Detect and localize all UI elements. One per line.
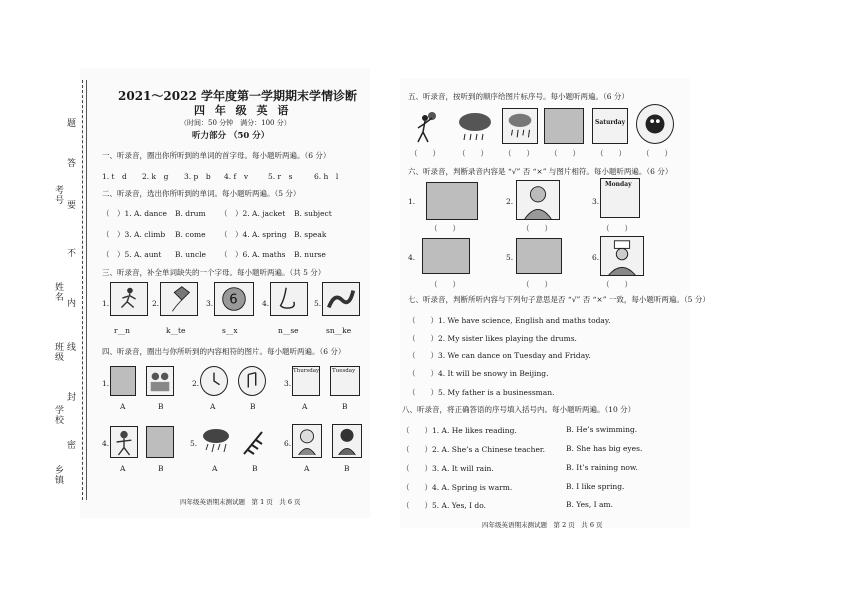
s4-num-4: 4. bbox=[102, 439, 110, 448]
s6-picture-1 bbox=[426, 182, 478, 220]
s2-r1-b: B. drum bbox=[175, 209, 206, 218]
s7-item-4: （ ）4. It will be snowy in Beijing. bbox=[408, 369, 549, 378]
s4-q1-picture-b bbox=[146, 366, 174, 396]
s3-picture-six bbox=[214, 282, 254, 316]
s4-q4-b: B bbox=[158, 464, 164, 473]
s8-left-3: （ ）3. A. It will rain. bbox=[402, 464, 494, 473]
listening-part-title: 听力部分 （50 分） bbox=[192, 131, 270, 141]
s1-item-5: 5. r s bbox=[268, 172, 293, 181]
s4-num-2: 2. bbox=[192, 379, 200, 388]
s6-picture-4 bbox=[422, 238, 470, 274]
s3-num-1: 1. bbox=[102, 299, 110, 308]
section-3-heading: 三、听录音，补全单词缺失的一个字母。每小题听两遍。（共 5 分） bbox=[102, 268, 326, 277]
s5-picture-4 bbox=[544, 108, 584, 144]
s3-picture-kite bbox=[160, 282, 198, 316]
binding-label-1: 题 bbox=[65, 118, 75, 128]
section-8-heading: 八、听录音，将正确答语的序号填入括号内。每小题听两遍。（10 分） bbox=[402, 405, 636, 414]
s2-r2-c: （ ）4. A. spring bbox=[220, 230, 287, 239]
s4-q5-a: A bbox=[212, 464, 218, 473]
section-6-heading: 六、听录音，判断录音内容是 “√” 否 “×” 与图片相符。每小题听两遍。（6 分） bbox=[408, 167, 673, 176]
s3-blank-4: n__se bbox=[278, 326, 299, 335]
s3-blank-2: k__te bbox=[166, 326, 186, 335]
s7-item-2: （ ）2. My sister likes playing the drums. bbox=[408, 334, 577, 343]
s4-q4-picture-b bbox=[146, 426, 174, 458]
s2-r2-a: （ ）3. A. climb bbox=[102, 230, 166, 239]
exam-subtitle: 四 年 级 英 语 bbox=[194, 104, 292, 117]
binding-label-5: 内 bbox=[65, 298, 75, 308]
s4-num-6: 6. bbox=[284, 439, 292, 448]
binding-line-inner bbox=[86, 80, 87, 500]
s8-left-1: （ ）1. A. He likes reading. bbox=[402, 426, 517, 435]
s4-q5-picture-b bbox=[240, 426, 266, 458]
binding-label-8: 密 bbox=[65, 440, 75, 450]
exam-info: （时间：50 分钟 满分：100 分） bbox=[180, 119, 291, 127]
s4-q2-picture-a bbox=[200, 366, 228, 396]
s3-blank-3: s__x bbox=[222, 326, 238, 335]
s4-q2-picture-b bbox=[238, 366, 266, 396]
s6-blank-6: （ ） bbox=[602, 280, 632, 289]
s6-picture-2 bbox=[516, 180, 560, 220]
section-1-heading: 一、听录音，圈出你所听到的单词的首字母。每小题听两遍。（6 分） bbox=[102, 151, 331, 160]
s4-q4-picture-a bbox=[110, 426, 138, 458]
section-5-heading: 五、听录音，按听到的顺序给图片标序号。每小题听两遍。（6 分） bbox=[408, 92, 629, 101]
binding-label-4: 不 bbox=[65, 248, 75, 258]
s5-saturday-tag: Saturday bbox=[595, 119, 626, 126]
s6-blank-5: （ ） bbox=[522, 280, 552, 289]
s8-left-5: （ ）5. A. Yes, I do. bbox=[402, 501, 486, 510]
s6-monday-tag: Monday bbox=[605, 181, 632, 188]
s6-num-1: 1. bbox=[408, 197, 416, 206]
s8-left-4: （ ）4. A. Spring is warm. bbox=[402, 483, 513, 492]
s7-item-1: （ ）1. We have science, English and maths today. bbox=[408, 316, 611, 325]
s2-r2-d: B. speak bbox=[294, 230, 327, 239]
s4-num-5: 5. bbox=[190, 439, 198, 448]
s4-q6-picture-b bbox=[332, 424, 362, 458]
s5-picture-6 bbox=[636, 104, 674, 144]
s3-num-5: 5. bbox=[314, 299, 322, 308]
s4-q3-b: B bbox=[342, 402, 348, 411]
s3-num-2: 2. bbox=[152, 299, 160, 308]
s1-item-2: 2. k g bbox=[142, 172, 169, 181]
s4-q5-b: B bbox=[252, 464, 258, 473]
s5-blank-2: （ ） bbox=[458, 149, 488, 158]
s5-picture-3 bbox=[502, 108, 538, 144]
s4-q6-picture-a bbox=[292, 424, 322, 458]
s2-r3-c: （ ）6. A. maths bbox=[220, 250, 286, 259]
field-exam-number: 考号 bbox=[53, 185, 63, 205]
s6-num-4: 4. bbox=[408, 253, 416, 262]
s4-q3-tag-b: Tuesday bbox=[332, 368, 356, 374]
s6-num-2: 2. bbox=[506, 197, 514, 206]
s6-picture-5 bbox=[516, 238, 562, 274]
s5-picture-1 bbox=[408, 108, 442, 144]
s8-right-1: B. He’s swimming. bbox=[566, 425, 638, 434]
s6-num-3: 3. bbox=[592, 197, 600, 206]
s4-q1-b: B bbox=[158, 402, 164, 411]
s4-q2-b: B bbox=[250, 402, 256, 411]
s4-q4-a: A bbox=[120, 464, 126, 473]
binding-label-7: 封 bbox=[65, 392, 75, 402]
field-class: 班级 bbox=[53, 342, 63, 362]
s6-blank-4: （ ） bbox=[430, 280, 460, 289]
s7-item-5: （ ）5. My father is a businessman. bbox=[408, 388, 555, 397]
s8-right-2: B. She has big eyes. bbox=[566, 444, 643, 453]
section-4-heading: 四、听录音，圈出与你所听到的内容相符的图片。每小题听两遍。（6 分） bbox=[102, 347, 346, 356]
binding-label-6: 线 bbox=[65, 342, 75, 352]
s6-num-5: 5. bbox=[506, 253, 514, 262]
s1-item-4: 4. f v bbox=[224, 172, 249, 181]
field-town: 乡镇 bbox=[53, 465, 63, 485]
s3-blank-1: r__n bbox=[114, 326, 130, 335]
s6-picture-6 bbox=[600, 236, 644, 276]
s4-num-3: 3. bbox=[284, 379, 292, 388]
s5-picture-5 bbox=[592, 108, 628, 144]
s4-q2-a: A bbox=[210, 402, 216, 411]
binding-label-3: 要 bbox=[65, 200, 75, 210]
s6-blank-3: （ ） bbox=[602, 224, 632, 233]
s8-right-4: B. I like spring. bbox=[566, 482, 625, 491]
s2-r1-d: B. subject bbox=[294, 209, 332, 218]
s4-q3-tag-a: Thursday bbox=[293, 368, 320, 374]
s8-right-5: B. Yes, I am. bbox=[566, 500, 613, 509]
s1-item-3: 3. p b bbox=[184, 172, 211, 181]
s3-picture-snake bbox=[322, 282, 360, 316]
s2-r1-a: （ ）1. A. dance bbox=[102, 209, 167, 218]
page-1-footer: 四年级英语期末测试题 第 1 页 共 6 页 bbox=[180, 498, 301, 506]
s8-right-3: B. It’s raining now. bbox=[566, 463, 638, 472]
s6-num-6: 6. bbox=[592, 253, 600, 262]
s2-r3-a: （ ）5. A. aunt bbox=[102, 250, 162, 259]
page-2-footer: 四年级英语期末测试题 第 2 页 共 6 页 bbox=[482, 521, 603, 529]
section-7-heading: 七、听录音，判断所听内容与下列句子意思是否 “√” 否 “×” 一致，每小题听两遍。（5 分） bbox=[408, 295, 710, 304]
s4-q1-a: A bbox=[120, 402, 126, 411]
s7-item-3: （ ）3. We can dance on Tuesday and Friday. bbox=[408, 351, 591, 360]
s4-num-1: 1. bbox=[102, 379, 110, 388]
s1-item-6: 6. h l bbox=[314, 172, 339, 181]
s4-q6-b: B bbox=[344, 464, 350, 473]
s2-r2-b: B. come bbox=[175, 230, 206, 239]
s8-left-2: （ ）2. A. She’s a Chinese teacher. bbox=[402, 445, 546, 454]
s1-item-1: 1. t d bbox=[102, 172, 127, 181]
s2-r3-b: B. uncle bbox=[175, 250, 206, 259]
s4-q5-picture-a bbox=[200, 426, 232, 458]
s3-blank-5: sn__ke bbox=[326, 326, 352, 335]
s4-q1-picture-a bbox=[110, 366, 136, 396]
s5-blank-4: （ ） bbox=[550, 149, 580, 158]
s4-q3-a: A bbox=[302, 402, 308, 411]
exam-title: 2021～2022 学年度第一学期期末学情诊断 bbox=[118, 89, 357, 103]
s5-blank-1: （ ） bbox=[410, 149, 440, 158]
field-name: 姓名 bbox=[53, 282, 63, 302]
s5-blank-6: （ ） bbox=[642, 149, 672, 158]
binding-line bbox=[82, 80, 83, 500]
s3-num-4: 4. bbox=[262, 299, 270, 308]
s6-blank-1: （ ） bbox=[430, 224, 460, 233]
s6-blank-2: （ ） bbox=[522, 224, 552, 233]
s5-blank-3: （ ） bbox=[504, 149, 534, 158]
binding-label-2: 答 bbox=[65, 158, 75, 168]
section-2-heading: 二、听录音，选出你所听到的单词。每小题听两遍。（5 分） bbox=[102, 189, 301, 198]
s2-r1-c: （ ）2. A. jacket bbox=[220, 209, 286, 218]
field-school: 学校 bbox=[53, 405, 63, 425]
s2-r3-d: B. nurse bbox=[294, 250, 326, 259]
s3-num-3: 3. bbox=[206, 299, 214, 308]
s4-q6-a: A bbox=[304, 464, 310, 473]
s5-picture-2 bbox=[456, 108, 494, 144]
s3-picture-run bbox=[110, 282, 148, 316]
s3-picture-nose bbox=[270, 282, 308, 316]
svg-text:6: 6 bbox=[229, 292, 238, 308]
s5-blank-5: （ ） bbox=[596, 149, 626, 158]
